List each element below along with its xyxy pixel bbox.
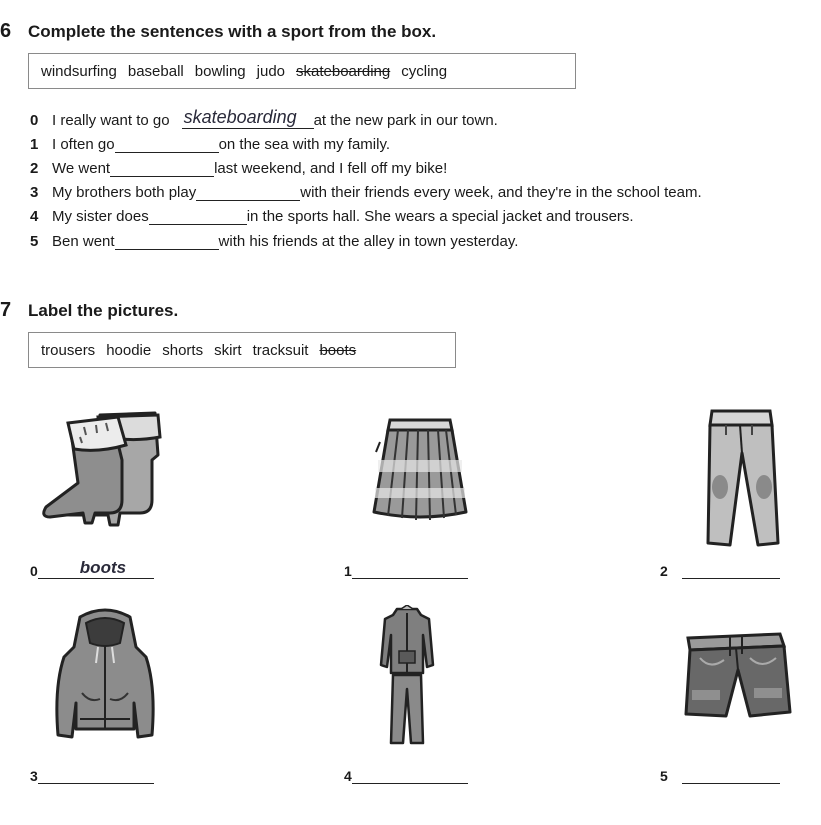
word-box-item: skirt — [214, 341, 242, 359]
sentence-after: with their friends every week, and they're in the school team. — [300, 184, 702, 201]
exercise-6-number: 6 — [0, 20, 12, 42]
label-number: 5 — [660, 768, 668, 784]
hoodie-icon — [50, 607, 160, 747]
word-box-item: windsurfing — [41, 62, 117, 80]
boots-icon — [40, 405, 175, 530]
word-box-item: cycling — [401, 62, 448, 80]
answer-blank[interactable] — [182, 107, 314, 129]
answer-blank[interactable] — [682, 767, 780, 784]
sentence-after: in the sports hall. She wears a special jacket and trousers. — [246, 208, 634, 225]
answer-blank[interactable] — [38, 558, 154, 579]
label-number: 0 — [30, 563, 38, 579]
label-0 — [30, 558, 154, 579]
sport-word-box — [28, 53, 576, 89]
label-4 — [344, 767, 468, 784]
label-5 — [660, 767, 780, 784]
sentence-4 — [30, 208, 634, 225]
sentence-after: at the new park in our town. — [313, 112, 498, 129]
word-box-item: bowling — [194, 62, 246, 80]
shorts-icon — [680, 630, 795, 725]
word-box-item: trousers — [41, 341, 96, 359]
word-box-item-crossed-out: skateboarding — [296, 62, 391, 80]
answer-blank[interactable] — [115, 233, 219, 250]
sentence-1 — [30, 136, 390, 153]
trousers-icon — [700, 405, 785, 550]
label-1 — [344, 562, 468, 579]
label-number: 3 — [30, 768, 38, 784]
sentence-before: My sister does — [52, 208, 149, 225]
answer-blank[interactable] — [352, 562, 468, 579]
sentence-number: 5 — [30, 233, 39, 250]
sentence-before: My brothers both play — [52, 184, 197, 201]
label-number: 4 — [344, 768, 352, 784]
exercise-7-title: Label the pictures. — [28, 301, 179, 320]
word-box-item: shorts — [162, 341, 204, 359]
clothes-word-box — [28, 332, 456, 368]
word-box-item: judo — [256, 62, 285, 80]
answer-blank[interactable] — [352, 767, 468, 784]
sentence-before: I really want to go — [52, 112, 170, 129]
sentence-number: 1 — [30, 136, 39, 153]
handwritten-answer: skateboarding — [183, 107, 297, 127]
sentence-3 — [30, 184, 702, 201]
word-box-item: tracksuit — [252, 341, 309, 359]
sentence-number: 4 — [30, 208, 39, 225]
answer-blank[interactable] — [38, 767, 154, 784]
exercise-6-title: Complete the sentences with a sport from the box. — [28, 22, 437, 41]
sentence-2 — [30, 160, 447, 177]
sentence-after: last weekend, and I fell off my bike! — [214, 160, 448, 177]
handwritten-answer: boots — [79, 558, 127, 577]
sentence-before: We went — [52, 160, 111, 177]
label-3 — [30, 767, 154, 784]
sentence-after: with his friends at the alley in town yesterday. — [218, 233, 519, 250]
label-number: 1 — [344, 563, 352, 579]
tracksuit-icon — [377, 605, 437, 747]
word-box-item: baseball — [127, 62, 184, 80]
sentence-after: on the sea with my family. — [218, 136, 391, 153]
sentence-number: 0 — [30, 112, 39, 129]
sentence-before: Ben went — [52, 233, 115, 250]
sentence-0 — [30, 107, 498, 129]
answer-blank[interactable] — [110, 160, 214, 177]
sentence-number: 2 — [30, 160, 39, 177]
answer-blank[interactable] — [196, 184, 300, 201]
word-box-item-crossed-out: boots — [319, 341, 357, 359]
sentence-before: I often go — [52, 136, 115, 153]
label-number: 2 — [660, 563, 668, 579]
sentence-5 — [30, 233, 518, 250]
word-box-item: hoodie — [106, 341, 152, 359]
answer-blank[interactable] — [149, 208, 247, 225]
sentence-number: 3 — [30, 184, 39, 201]
skirt-icon — [370, 412, 470, 527]
exercise-7-number: 7 — [0, 299, 12, 321]
answer-blank[interactable] — [682, 562, 780, 579]
answer-blank[interactable] — [115, 136, 219, 153]
label-2 — [660, 562, 780, 579]
